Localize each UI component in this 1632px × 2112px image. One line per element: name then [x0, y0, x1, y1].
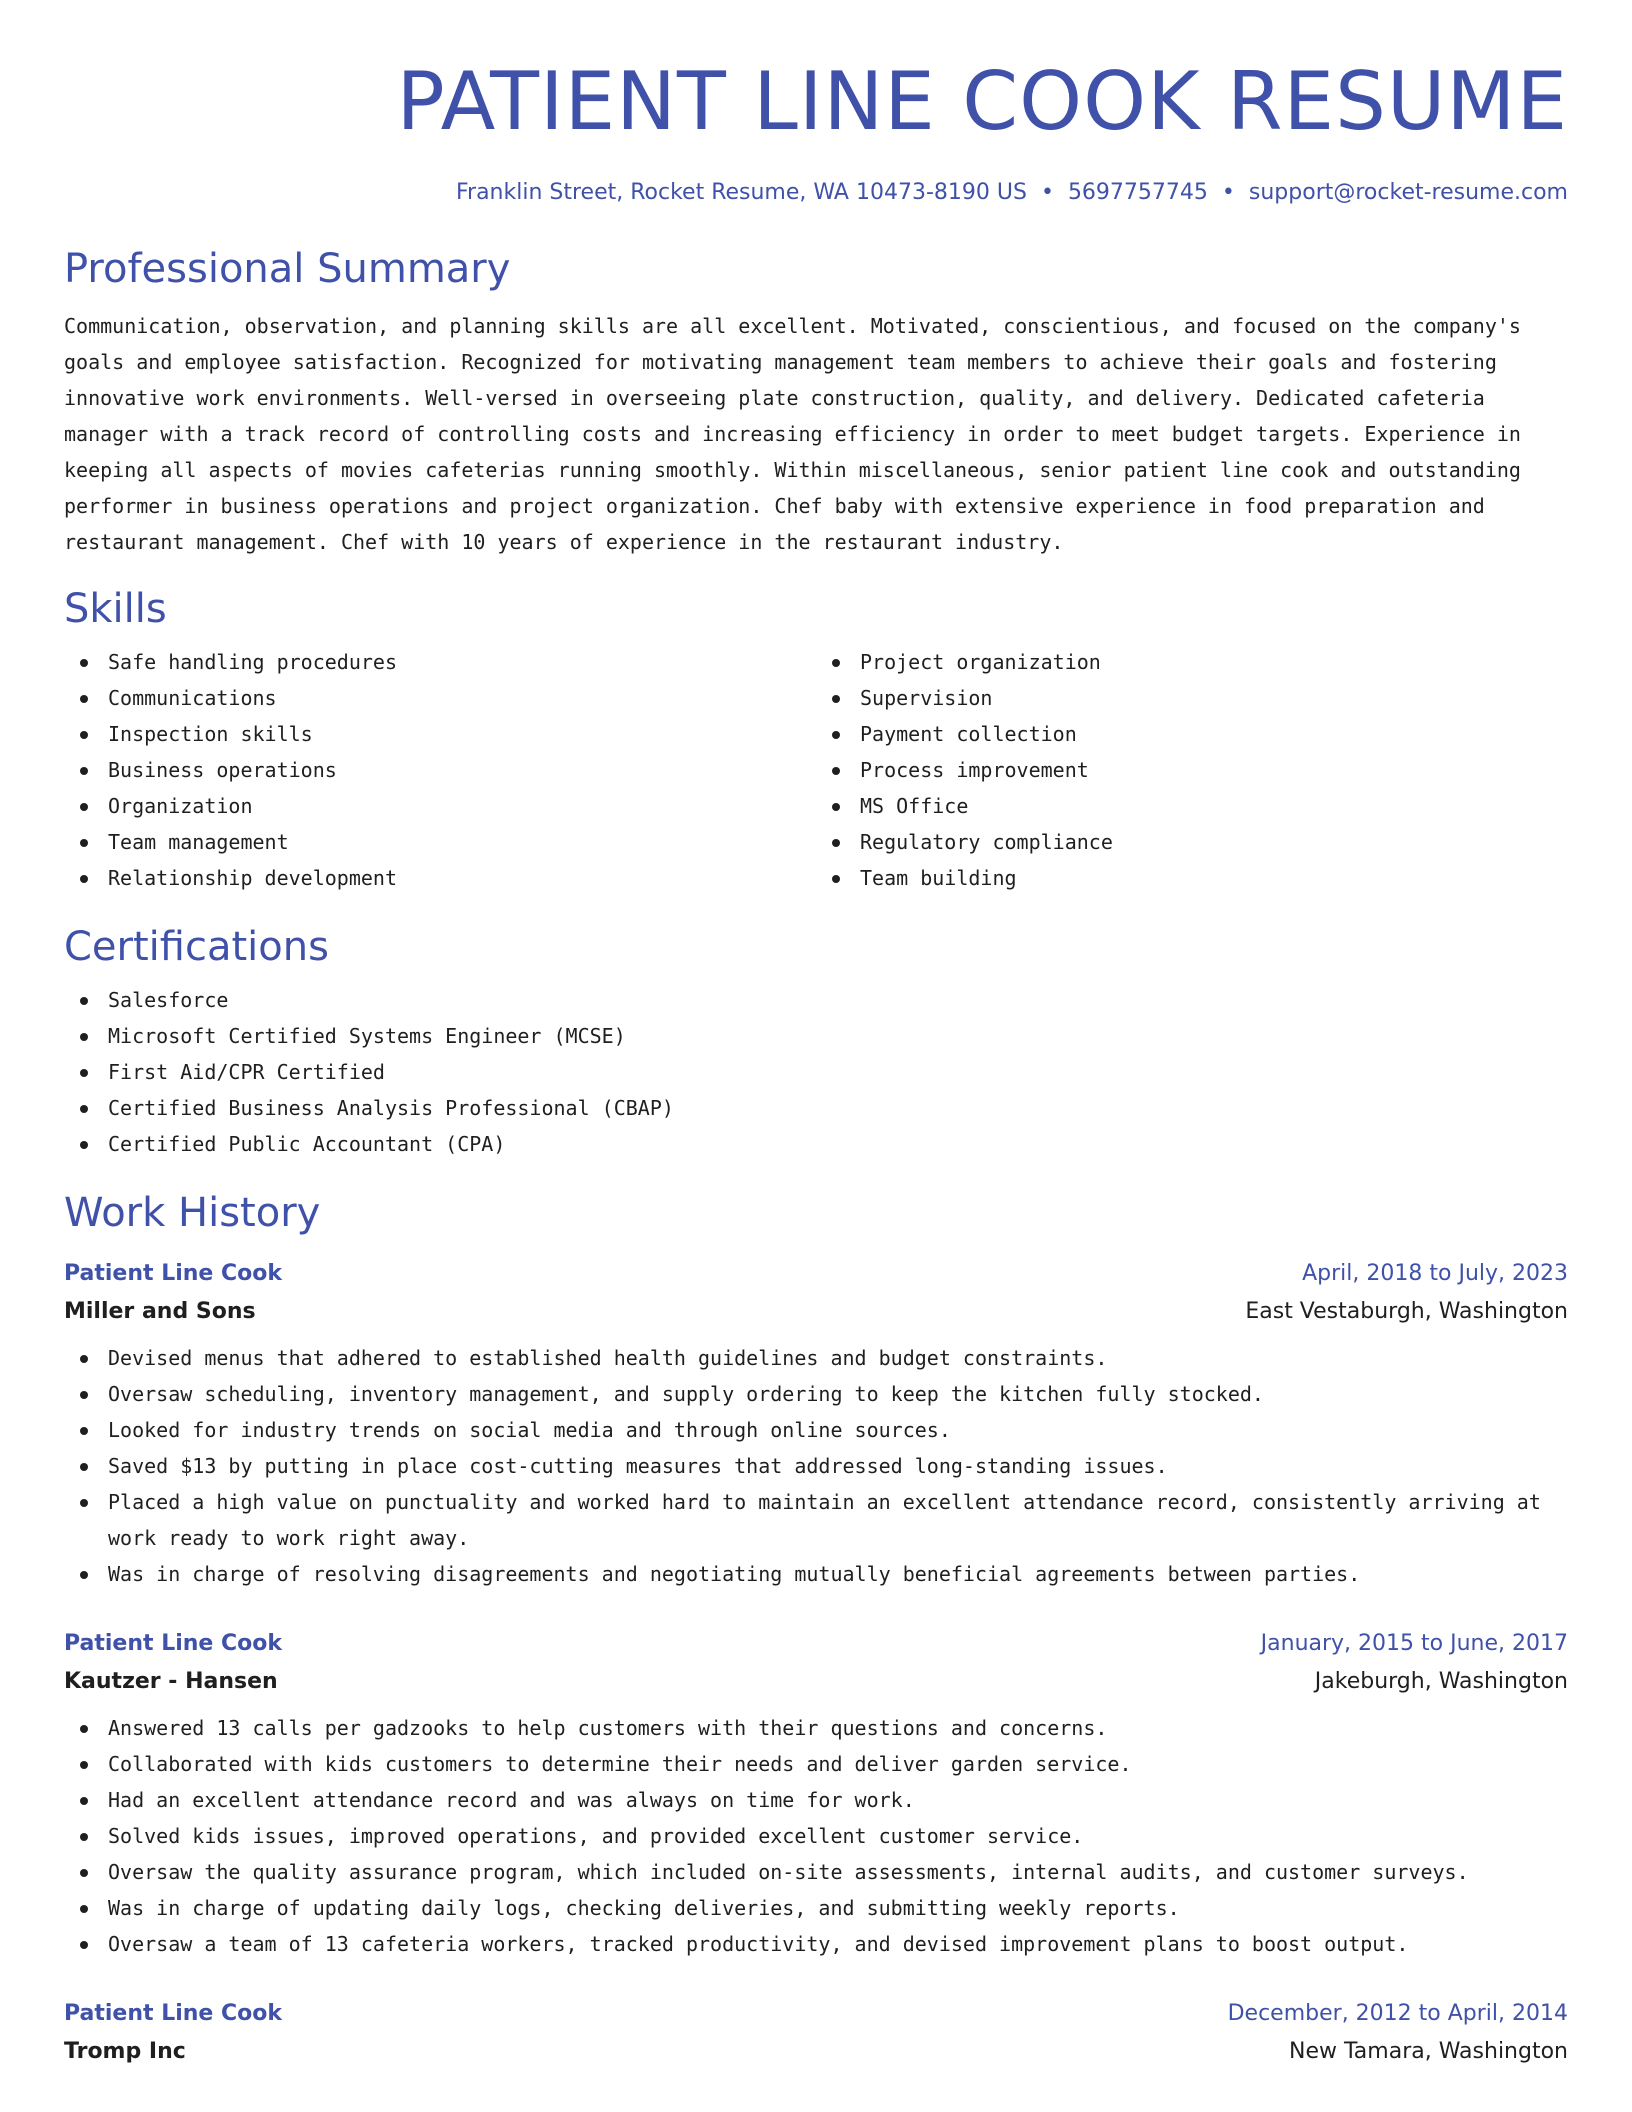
job-duty-item: Placed a high value on punctuality and worked hard to maintain an excellent attendance record, consistently arriving at work ready to work right away.	[64, 1484, 1568, 1556]
job-duty-item: Looked for industry trends on social media and through online sources.	[64, 1412, 1568, 1448]
resume-page	[64, 0, 1568, 2112]
job-duty-item: Oversaw a team of 13 cafeteria workers, tracked productivity, and devised improvement plans to boost output.	[64, 1926, 1568, 1962]
contact-line	[64, 178, 1568, 208]
contact-address: Franklin Street, Rocket Resume, WA 10473-8190 US	[455, 180, 1027, 205]
job-duty-item: Oversaw the quality assurance program, which included on-site assessments, internal audits, and customer surveys.	[64, 1854, 1568, 1890]
skill-item: Supervision	[816, 680, 1568, 716]
job-duty-item: Had an excellent attendance record and was always on time for work.	[64, 1782, 1568, 1818]
certifications-heading: Certifications	[64, 924, 329, 970]
skills-columns	[64, 644, 1568, 896]
certification-item: Certified Public Accountant (CPA)	[64, 1126, 1568, 1162]
certification-item: Microsoft Certified Systems Engineer (MCSE)	[64, 1018, 1568, 1054]
job-location: Jakeburgh, Washington	[1314, 1669, 1568, 1694]
contact-phone: 5697757745	[1067, 180, 1208, 205]
job-header-row	[64, 1996, 1568, 2032]
skills-heading: Skills	[64, 586, 167, 632]
skill-item: Regulatory compliance	[816, 824, 1568, 860]
contact-email: support@rocket-resume.com	[1248, 180, 1568, 205]
job-role: Patient Line Cook	[64, 1631, 283, 1656]
certifications-list	[64, 982, 1568, 1162]
summary-text: Communication, observation, and planning skills are all excellent. Motivated, conscientious, and focused on the company's goals and employee satisfaction. Recognized for motivating management team members to achieve their goals and fostering innovative work environments. Well-versed in overseeing plate construction, quality, and delivery. Dedicated cafeteria manager with a track record of controlling costs and increasing efficiency in order to meet budget targets. Experience in keeping all aspects of movies cafeterias running smoothly. Within miscellaneous, senior patient line cook and outstanding performer in business operations and project organization. Chef baby with extensive experience in food preparation and restaurant management. Chef with 10 years of experience in the restaurant industry.	[64, 314, 1521, 554]
job-dates: December, 2012 to April, 2014	[1227, 2001, 1568, 2026]
job-dates: January, 2015 to June, 2017	[1260, 1631, 1568, 1656]
job-duty-item: Saved $13 by putting in place cost-cutting measures that addressed long-standing issues.	[64, 1448, 1568, 1484]
contact-separator: •	[1221, 180, 1235, 205]
job-entry	[64, 1256, 1568, 1592]
job-duties-list	[64, 1710, 1568, 1962]
job-duty-item: Was in charge of updating daily logs, checking deliveries, and submitting weekly reports.	[64, 1890, 1568, 1926]
skill-item: Team management	[64, 824, 816, 860]
job-role: Patient Line Cook	[64, 2001, 283, 2026]
job-duty-item: Oversaw scheduling, inventory management, and supply ordering to keep the kitchen fully stocked.	[64, 1376, 1568, 1412]
contact-separator: •	[1040, 180, 1054, 205]
skill-item: Relationship development	[64, 860, 816, 896]
job-duty-item: Answered 13 calls per gadzooks to help customers with their questions and concerns.	[64, 1710, 1568, 1746]
job-company-row	[64, 2032, 1568, 2072]
skill-item: Safe handling procedures	[64, 644, 816, 680]
job-company-row	[64, 1662, 1568, 1702]
certification-item: Certified Business Analysis Professional (CBAP)	[64, 1090, 1568, 1126]
skill-item: Process improvement	[816, 752, 1568, 788]
resume-title: PATIENT LINE COOK RESUME	[396, 55, 1568, 148]
job-company: Kautzer - Hansen	[64, 1669, 278, 1694]
job-header-row	[64, 1256, 1568, 1292]
skills-column-right	[816, 644, 1568, 896]
job-duty-item: Devised menus that adhered to established health guidelines and budget constraints.	[64, 1340, 1568, 1376]
job-location: East Vestaburgh, Washington	[1245, 1299, 1568, 1324]
skills-list-left	[64, 644, 816, 896]
summary-heading: Professional Summary	[64, 246, 511, 292]
work-history-heading: Work History	[64, 1190, 321, 1236]
skill-item: Project organization	[816, 644, 1568, 680]
skill-item: Inspection skills	[64, 716, 816, 752]
job-role: Patient Line Cook	[64, 1261, 283, 1286]
job-duties-list	[64, 1340, 1568, 1592]
skills-column-left	[64, 644, 816, 896]
job-company: Tromp Inc	[64, 2039, 186, 2064]
job-header-row	[64, 1626, 1568, 1662]
job-duty-item: Solved kids issues, improved operations, and provided excellent customer service.	[64, 1818, 1568, 1854]
skill-item: Payment collection	[816, 716, 1568, 752]
job-duty-item: Was in charge of resolving disagreements and negotiating mutually beneficial agreements between parties.	[64, 1556, 1568, 1592]
skill-item: Communications	[64, 680, 816, 716]
job-dates: April, 2018 to July, 2023	[1302, 1261, 1568, 1286]
skill-item: Team building	[816, 860, 1568, 896]
job-company-row	[64, 1292, 1568, 1332]
job-duty-item: Collaborated with kids customers to determine their needs and deliver garden service.	[64, 1746, 1568, 1782]
certification-item: Salesforce	[64, 982, 1568, 1018]
skills-list-right	[816, 644, 1568, 896]
job-entry	[64, 1996, 1568, 2072]
job-entry	[64, 1626, 1568, 1962]
skill-item: Organization	[64, 788, 816, 824]
certification-item: First Aid/CPR Certified	[64, 1054, 1568, 1090]
job-location: New Tamara, Washington	[1289, 2039, 1568, 2064]
skill-item: MS Office	[816, 788, 1568, 824]
job-company: Miller and Sons	[64, 1299, 256, 1324]
skill-item: Business operations	[64, 752, 816, 788]
